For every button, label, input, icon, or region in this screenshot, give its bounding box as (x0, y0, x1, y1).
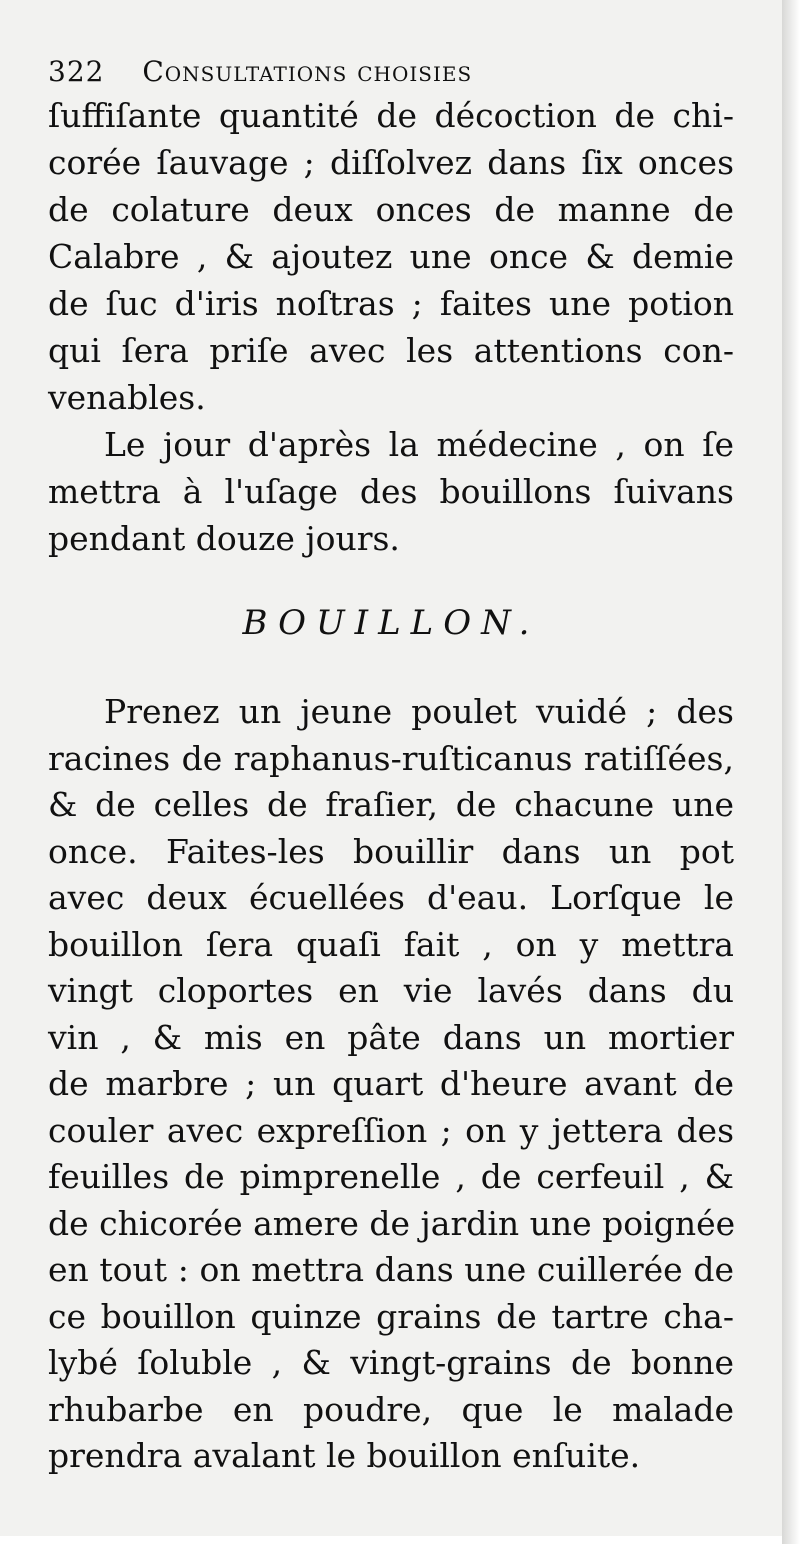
text-line: en tout : on mettra dans une cuillerée de (48, 1250, 734, 1289)
text-line: & de celles de fraſier, de chacune une (48, 785, 734, 824)
text-line: bouillon ſera quaſi fait , on y mettra (48, 924, 734, 964)
text-line: Le jour d'après la médecine , on ſe (104, 425, 734, 464)
text-line: corée ſauvage ; diſſolvez dans ſix onces (48, 143, 734, 182)
text-line: vingt cloportes en vie lavés dans du (48, 971, 734, 1010)
text-line: qui ſera priſe avec les attentions con- (48, 331, 734, 370)
page-spine-edge (782, 0, 800, 1544)
page-text (48, 52, 734, 1480)
text-line: pendant douze jours. (48, 519, 400, 558)
paragraph-3 (48, 689, 734, 1480)
text-line: Calabre , & ajoutez une once & demie (48, 237, 734, 276)
text-line: vin , & mis en pâte dans un mortier (48, 1017, 734, 1057)
text-line: Prenez un jeune poulet vuidé ; des (104, 692, 734, 731)
text-line: de ſuc d'iris noſtras ; faites une potion (48, 284, 734, 323)
text-line: de colature deux onces de manne de (48, 190, 734, 229)
text-line: avec deux écuellées d'eau. Lorſque le (48, 878, 734, 917)
section-title: BOUILLON. (242, 603, 540, 643)
paragraph-1 (48, 92, 734, 421)
text-line: ſuffiſante quantité de décoction de chi- (48, 96, 734, 135)
text-line: feuilles de pimprenelle , de cerfeuil , & (48, 1157, 734, 1196)
text-line: rhubarbe en poudre, que le malade (48, 1389, 734, 1429)
text-line: once. Faites-les bouillir dans un pot (48, 831, 734, 871)
page-number: 322 (48, 55, 105, 88)
text-line: couler avec expreſſion ; on y jettera des (48, 1110, 734, 1150)
running-header (48, 52, 734, 92)
text-line: mettra à l'uſage des bouillons ſuivans (48, 472, 734, 511)
paragraph-2 (48, 421, 734, 562)
text-line: de marbre ; un quart d'heure avant de (48, 1064, 734, 1103)
text-line: lybé ſoluble , & vingt-grains de bonne (48, 1343, 734, 1382)
text-line: de chicorée amere de jardin une poignée (48, 1203, 736, 1243)
text-line: venables. (48, 378, 206, 417)
text-line: prendra avalant le bouillon enſuite. (48, 1436, 641, 1475)
running-title: Consultations choisies (142, 55, 473, 88)
text-line: ce bouillon quinze grains de tartre cha- (48, 1296, 734, 1336)
text-line: racines de raphanus-ruſticanus ratiſſées, (48, 738, 734, 778)
